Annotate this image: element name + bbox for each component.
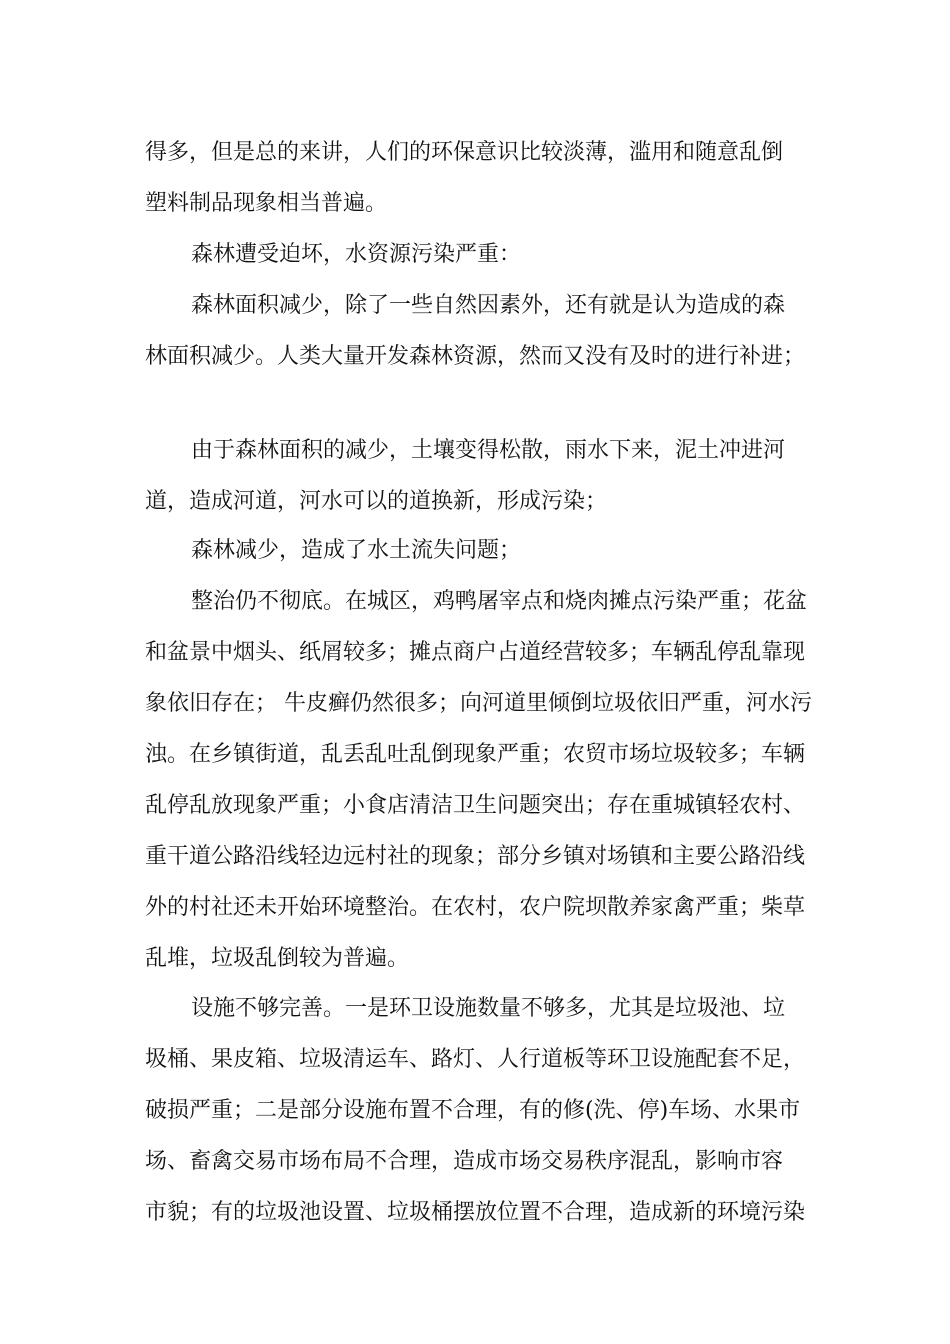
paragraph-3 (145, 280, 810, 382)
paragraph-line: 林面积减少。人类大量开发森林资源，然而又没有及时的进行补进； (145, 344, 806, 369)
paragraph-line: 道，造成河道，河水可以的道换新，形成污染； (145, 489, 608, 514)
paragraph-line: 森林遭受迫坏，水资源污染严重： (191, 242, 522, 267)
paragraph-line: 和盆景中烟头、纸屑较多；摊点商户占道经营较多；车辆乱停乱靠现 (145, 640, 806, 665)
paragraph-2 (145, 229, 810, 280)
paragraph-line: 外的村社还未开始环境整治。在农村，农户院坝散养家禽严重；柴草 (145, 895, 806, 920)
paragraph-line: 乱堆，垃圾乱倒较为普遍。 (145, 946, 410, 971)
paragraph-line: 象依旧存在； 牛皮癣仍然很多；向河道里倾倒垃圾依旧严重，河水污 (145, 691, 812, 716)
paragraph-7 (145, 983, 810, 1238)
paragraph-line: 设施不够完善。一是环卫设施数量不够多，尤其是垃圾池、垃 (191, 996, 786, 1021)
paragraph-line: 整治仍不彻底。在城区，鸡鸭屠宰点和烧肉摊点污染严重；花盆 (191, 589, 808, 614)
paragraph-line: 圾桶、果皮箱、垃圾清运车、路灯、人行道板等环卫设施配套不足， (145, 1047, 806, 1072)
paragraph-line: 乱停乱放现象严重；小食店清洁卫生问题突出；存在重城镇轻农村、 (145, 793, 806, 818)
paragraph-5 (145, 525, 810, 576)
paragraph-line: 重干道公路沿线轻边远村社的现象；部分乡镇对场镇和主要公路沿线 (145, 844, 806, 869)
paragraph-line: 森林减少，造成了水土流失问题； (191, 538, 522, 563)
paragraph-line: 浊。在乡镇街道，乱丢乱吐乱倒现象严重；农贸市场垃圾较多；车辆 (145, 742, 806, 767)
paragraph-line: 森林面积减少，除了一些自然因素外，还有就是认为造成的森 (191, 293, 786, 318)
paragraph-4 (145, 425, 810, 527)
paragraph-1 (145, 127, 810, 229)
paragraph-line: 塑料制品现象相当普遍。 (145, 191, 388, 216)
paragraph-6 (145, 576, 810, 984)
paragraph-line: 破损严重；二是部分设施布置不合理，有的修(洗、停)车场、水果市 (145, 1098, 801, 1123)
paragraph-line: 由于森林面积的减少，土壤变得松散，雨水下来，泥土冲进河 (191, 438, 786, 463)
paragraph-line: 得多，但是总的来讲，人们的环保意识比较淡薄，滥用和随意乱倒 (145, 140, 784, 165)
paragraph-line: 市貌；有的垃圾池设置、垃圾桶摆放位置不合理，造成新的环境污染 (145, 1200, 806, 1225)
paragraph-line: 场、畜禽交易市场布局不合理，造成市场交易秩序混乱，影响市容 (145, 1149, 784, 1174)
